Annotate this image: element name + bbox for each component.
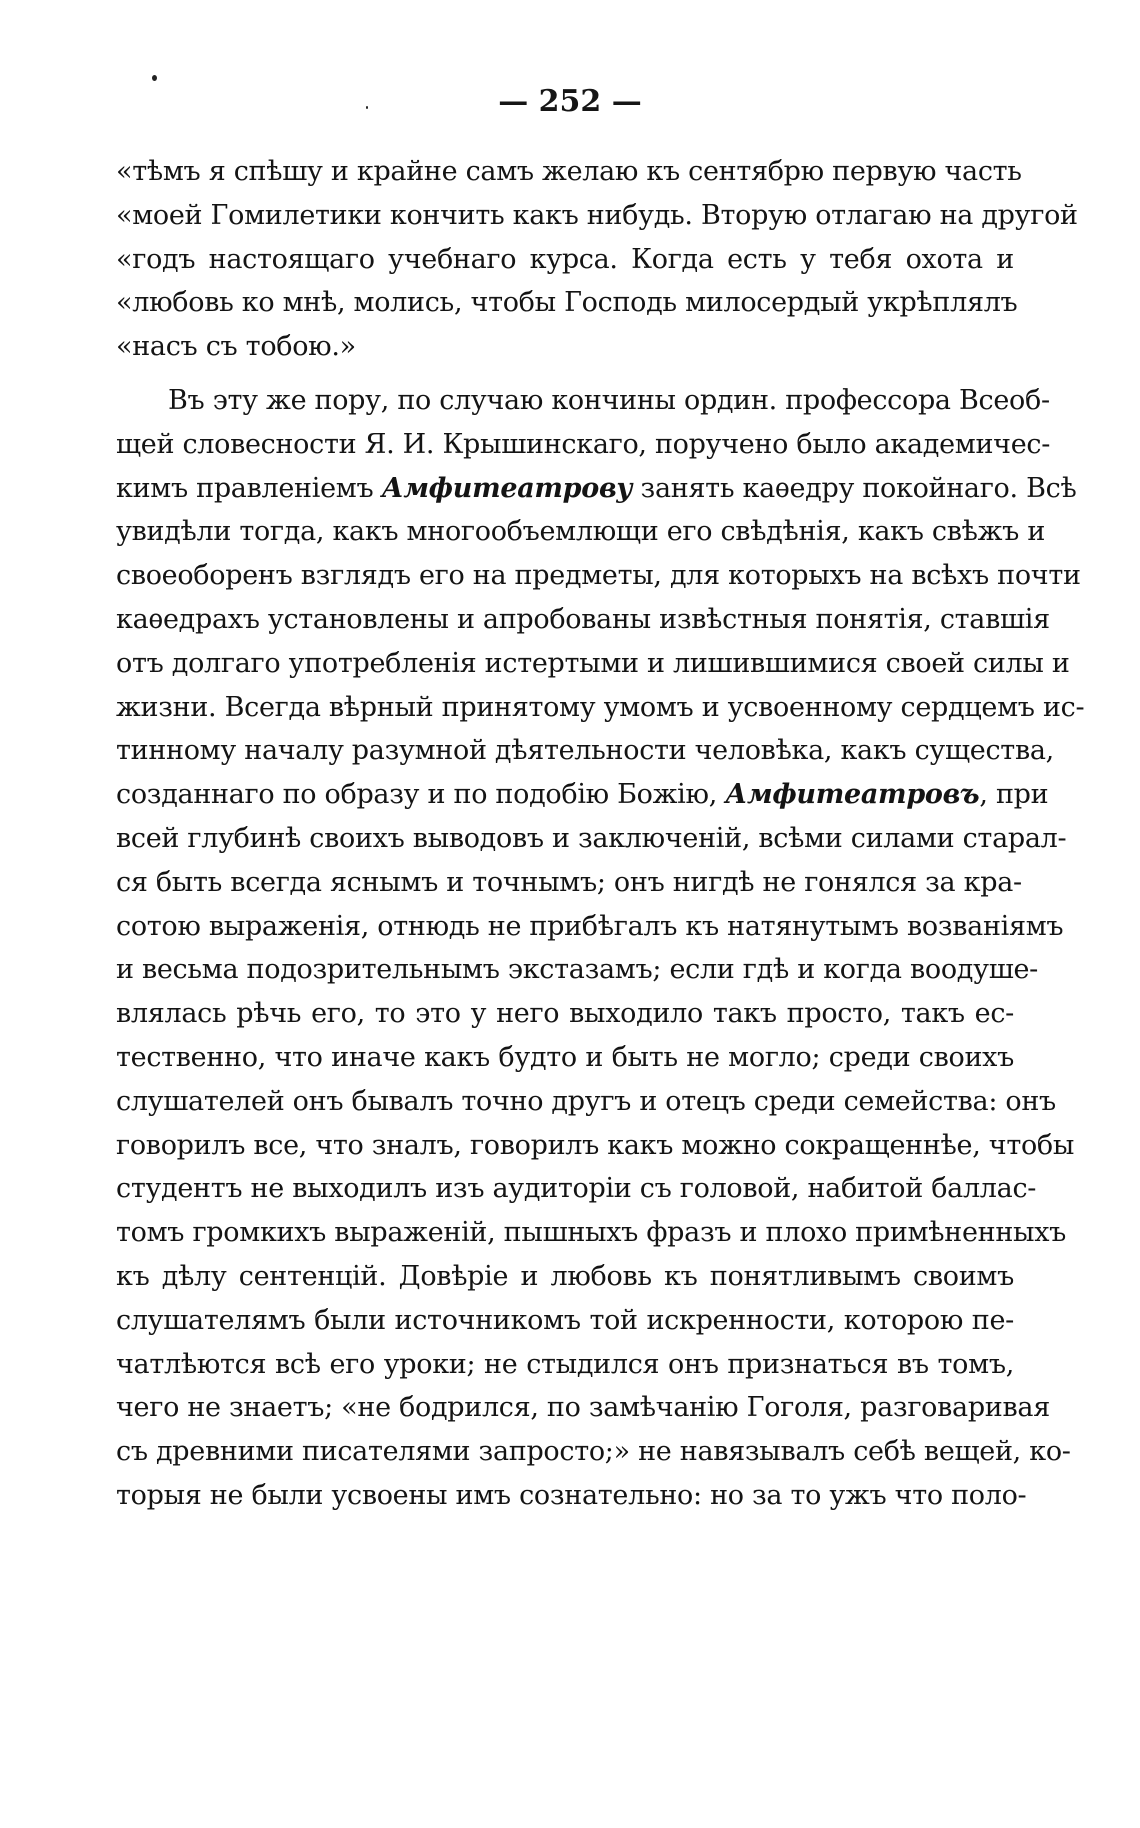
text-line: каѳедрахъ установлены и апробованы извѣстныя понятія, ставшія [116,603,1050,635]
text-line: щей словесности Я. И. Крышинскаго, поручено было академичес- [116,428,1051,460]
text-line: сотою выраженія, отнюдь не прибѣгалъ къ натянутымъ возваніямъ [116,910,1064,942]
text-line: тественно, что иначе какъ будто и быть не могло; среди своихъ [116,1041,1014,1073]
text-line: «годъ настоящаго учебнаго курса. Когда есть у тебя охота и [116,243,1014,275]
text-line: говорилъ все, что зналъ, говорилъ какъ можно сокращеннѣе, чтобы [116,1129,1075,1161]
text-line: отъ долгаго употребленія истертыми и лишившимися своей силы и [116,647,1070,679]
text-line: всей глубинѣ своихъ выводовъ и заключеній, всѣми силами старал- [116,822,1067,854]
text-line: слушателямъ были источникомъ той искренности, которою пе- [116,1304,1014,1336]
text-line: и весьма подозрительнымъ экстазамъ; если гдѣ и когда воодуше- [116,954,1038,986]
text-line: съ древними писателями запросто;» не навязывалъ себѣ вещей, ко- [116,1436,1071,1468]
text-line: студентъ не выходилъ изъ аудиторіи съ головой, набитой баллас- [116,1173,1037,1205]
text-line: чего не знаетъ; «не бодрился, по замѣчанію Гоголя, разговаривая [116,1392,1050,1424]
text-line: томъ громкихъ выраженій, пышныхъ фразъ и плохо примѣненныхъ [116,1217,1067,1249]
text-line: къ дѣлу сентенцій. Довѣріе и любовь къ понятливымъ своимъ [116,1260,1014,1292]
emphasized-name: Амфитеатровъ [725,779,980,811]
text-line: слушателей онъ бывалъ точно другъ и отецъ среди семейства: онъ [116,1085,1056,1117]
page-number: — 252 — [498,84,642,119]
text-line: «любовь ко мнѣ, молись, чтобы Господь милосердый укрѣплялъ [116,287,1018,319]
ink-speck [152,75,157,81]
text-line: созданнаго по образу и по подобію Божію, Амфитеатровъ, при [116,779,1049,811]
text-line: торыя не были усвоены имъ сознательно: но за то ужъ что поло- [116,1479,1027,1511]
text-line: ся быть всегда яснымъ и точнымъ; онъ нигдѣ не гонялся за кра- [116,866,1022,898]
text-line: Въ эту же пору, по случаю кончины ордин. профессора Всеоб- [168,384,1050,416]
text-line: «моей Гомилетики кончить какъ нибудь. Вторую отлагаю на другой [116,199,1078,231]
text-line: влялась рѣчь его, то это у него выходило такъ просто, такъ ес- [116,998,1014,1030]
text-line: увидѣли тогда, какъ многообъемлющи его свѣдѣнія, какъ свѣжъ и [116,516,1046,548]
text-line: чатлѣются всѣ его уроки; не стыдился онъ признаться въ томъ, [116,1348,1014,1380]
text-line: «тѣмъ я спѣшу и крайне самъ желаю къ сентябрю первую часть [116,156,1022,187]
text-line: жизни. Всегда вѣрный принятому умомъ и усвоенному сердцемъ ис- [116,691,1085,723]
body-text [116,150,1085,1518]
text-line: тинному началу разумной дѣятельности человѣка, какъ существа, [116,735,1054,767]
emphasized-name: Амфитеатрову [381,472,633,504]
text-line: кимъ правленіемъ Амфитеатрову занять каѳедру покойнаго. Всѣ [116,472,1077,504]
text-line: своеоборенъ взглядъ его на предметы, для которыхъ на всѣхъ почти [116,560,1081,592]
text-line: «насъ съ тобою.» [116,331,356,363]
